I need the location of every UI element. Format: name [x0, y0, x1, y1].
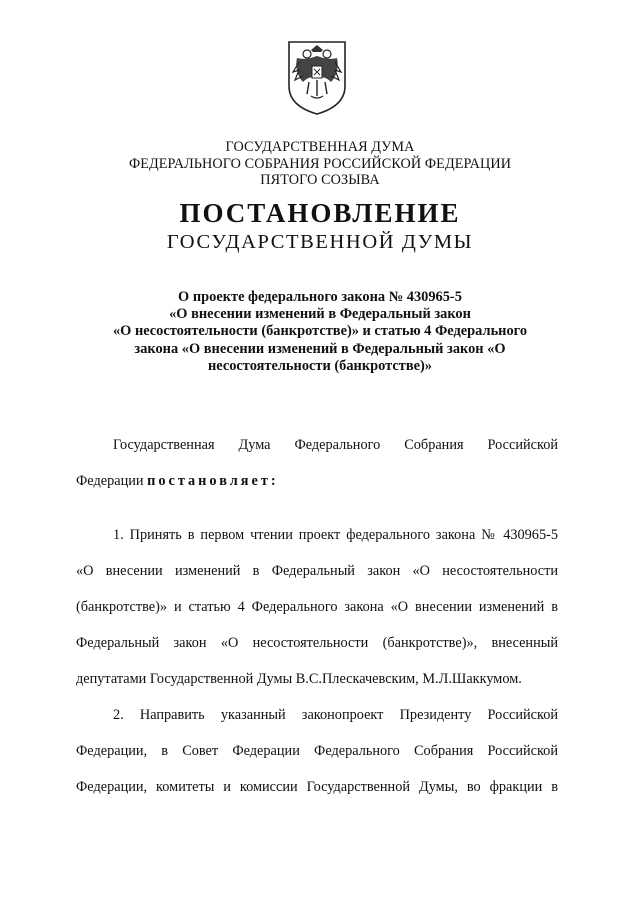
resolves-keyword: постановляет: [147, 473, 279, 489]
org-line-2: ФЕДЕРАЛЬНОГО СОБРАНИЯ РОССИЙСКОЙ ФЕДЕРАЦИИ [128, 155, 512, 172]
document-type-title: ПОСТАНОВЛЕНИЕ [179, 198, 461, 228]
clause-2-line-1: 2. Направить указанный законопроект Президенту Российской [113, 707, 558, 723]
preamble-continuation [76, 463, 558, 499]
clause-1-line-2: «О внесении изменений в Федеральный закон «О несостоятельности [76, 563, 558, 579]
document-issuer-title: ГОСУДАРСТВЕННОЙ ДУМЫ [166, 231, 474, 253]
subject-line-1: О проекте федерального закона № 430965-5 [178, 289, 462, 305]
clause-2 [76, 697, 558, 733]
subject-line-5: несостоятельности (банкротстве)» [207, 357, 432, 374]
clause-1-line-3: (банкротстве)» и статью 4 Федерального закона «О внесении изменений в [76, 599, 558, 615]
org-line-3: ПЯТОГО СОЗЫВА [260, 172, 380, 188]
state-emblem-icon [285, 38, 349, 116]
issuing-body [0, 139, 640, 189]
clause-1-line-4: Федеральный закон «О несостоятельности (банкротстве)», внесенный [76, 635, 558, 651]
document-body [76, 427, 558, 805]
document-subject [0, 289, 640, 375]
clause-2-line-2: Федерации, в Совет Федерации Федерального Собрания Российской [76, 743, 558, 759]
subject-line-3: «О несостоятельности (банкротстве)» и статью 4 Федерального [112, 323, 528, 340]
clause-2-continuation [76, 733, 558, 805]
subject-line-4: закона «О внесении изменений в Федеральный закон «О [134, 340, 506, 357]
preamble-line-1: Государственная Дума Федерального Собрания Российской [113, 437, 558, 453]
clause-1-line-1: 1. Принять в первом чтении проект федерального закона № 430965-5 [113, 527, 558, 543]
clause-1-continuation [76, 553, 558, 697]
preamble-paragraph [76, 427, 558, 463]
clause-1 [76, 517, 558, 553]
org-line-1: ГОСУДАРСТВЕННАЯ ДУМА [225, 139, 415, 155]
clause-2-line-3: Федерации, комитеты и комиссии Государственной Думы, во фракции в [76, 779, 558, 795]
subject-line-2: «О внесении изменений в Федеральный закон [169, 306, 471, 323]
clause-1-line-5: депутатами Государственной Думы В.С.Плескачевским, М.Л.Шаккумом. [76, 671, 522, 687]
preamble-line-2: Федерации [76, 473, 144, 489]
